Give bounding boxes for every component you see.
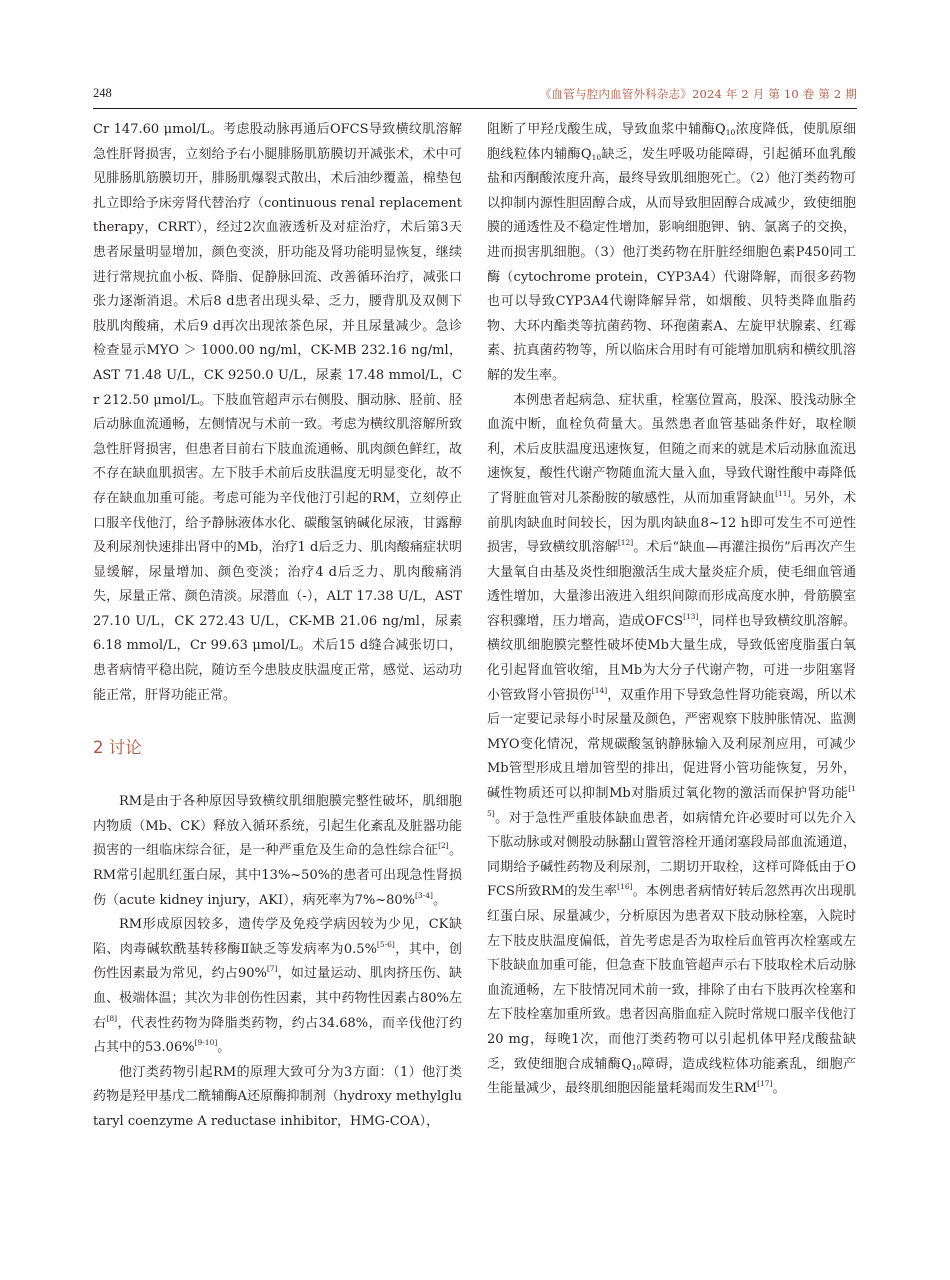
text-run: 。另外，术前肌肉缺血时间较长，因为肌肉缺血8~12 h即可发生不可逆性损害，导致横纹肌溶解 — [487, 490, 856, 556]
discussion-paragraph-1 — [93, 790, 462, 913]
text-run: 。RM常引起肌红蛋白尿，其中13%~50%的患者可出现急性肾损伤（acute kidney injury，AKI），病死率为7%~80% — [93, 843, 462, 908]
left-column — [93, 118, 462, 1135]
text-run: 。本例患者病情好转后忽然再次出现肌红蛋白尿、尿量减少，分析原因为患者双下肢动脉栓塞，入院时左下肢皮肤温度偏低，首先考虑是否为取栓后血管再次栓塞或左下肢缺血加重可能，但急查下肢血管超声示右下肢取栓术后动脉血流通畅，左下肢情况同术前一致，排除了由右下肢再次栓塞和左下肢栓塞加重所致。患者因高脂血症入院时常规口服辛伐他汀20 mg，每晚1次，而他汀类药物可以引起机体甲羟戊酸盐缺乏，致使细胞合成辅酶Q — [487, 884, 856, 1072]
text-run: ，如过量运动、肌肉挤压伤、缺血、极端体温；其次为非创伤性因素，其中药物性因素占80%左右 — [93, 966, 462, 1031]
citation: [12] — [617, 538, 634, 548]
page-number: 248 — [93, 86, 112, 100]
discussion-paragraph-3: 他汀类药物引起RM的原理大致可分为3方面：（1）他汀类药物是羟甲基戊二酰辅酶A还原酶抑制剂（hydroxy methylglutaryl coenzyme A reductase inhibitor，HMG-COA）， — [93, 1064, 462, 1129]
case-paragraph: Cr 147.60 μmol/L。考虑股动脉再通后OFCS导致横纹肌溶解急性肝肾损害，立刻给予右小腿腓肠肌筋膜切开减张术，术中可见腓肠肌筋膜切开，腓肠肌爆裂式散出，术后油纱覆盖，棉垫包扎立即给予床旁肾代替治疗（continuous renal replacement therapy，CRRT），经过2次血液透析及对症治疗，术后第3天患者尿量明显增加，颜色变淡，肝功能及肾功能明显恢复，继续进行常规抗血小板、降脂、促静脉回流、改善循环治疗，减张口张力逐渐消退。术后8 d患者出现头晕、乏力，腰背肌及双侧下肢肌肉酸痛，术后9 d再次出现浓茶色尿，并且尿量减少。急诊检查显示MYO ＞ 1000.00 ng/ml，CK-MB 232.16 ng/ml，AST 71.48 U/L，CK 9250.0 U/L，尿素 17.48 mmol/L，Cr 212.50 μmol/L。下肢血管超声示右侧股、腘动脉、胫前、胫后动脉血流通畅，左侧情况与术前一致。考虑为横纹肌溶解所致急性肝肾损害，但患者目前右下肢血流通畅、肌肉颜色鲜红，故不存在缺血肌损害。左下肢手术前后皮肤温度无明显变化，故不存在缺血加重可能。考虑可能为辛伐他汀引起的RM，立刻停止口服辛伐他汀，给予静脉液体水化、碳酸氢钠碱化尿液，甘露醇及利尿剂快速排出肾中的Mb，治疗1 d后乏力、肌肉酸痛症状明显缓解，尿量增加、颜色变淡；治疗4 d后乏力、肌肉酸痛消失，尿量正常、颜色清淡。尿潜血（-），ALT 17.38 U/L，AST 27.10 U/L，CK 272.43 U/L，CK-MB 21.06 ng/ml，尿素 6.18 mmol/L，Cr 99.63 μmol/L。术后15 d缝合减张切口，患者病情平稳出院，随访至今患肢皮肤温度正常，感觉、运动功能正常，肝肾功能正常。 — [93, 122, 462, 703]
text-run: RM形成原因较多，遗传学及免疫学病因较为少见，CK缺陷、肉毒碱软酰基转移酶Ⅱ缺乏等发病率为0.5% — [93, 917, 462, 957]
citation: [11] — [775, 488, 791, 498]
citation: [3-4] — [415, 890, 433, 900]
text-run: 障碍，造成线粒体功能紊乱，细胞产生能量减少，最终肌细胞因能量耗竭而发生RM — [487, 1056, 856, 1097]
section-title-discussion: 2 讨论 — [93, 738, 142, 758]
citation: [9-10] — [194, 1038, 218, 1048]
citation: [15] — [487, 784, 856, 818]
case-analysis-paragraph — [487, 389, 856, 1102]
citation: [5-6] — [376, 939, 395, 949]
text-run: RM是由于各种原因导致横纹肌细胞膜完整性破坏，肌细胞内物质（Mb、CK）释放入循环系统，引起生化紊乱及脏器功能损害的一组临床综合征，是一种严重危及生命的急性综合征 — [93, 794, 462, 859]
citation: [13] — [683, 611, 699, 621]
text-run: 。术后“缺血—再灌注损伤”后再次产生大量氧自由基及炎性细胞激活生成大量炎症介质，使毛细血管通透性增加，大量渗出液进入组织间隙而形成高度水肿，骨筋膜室容积骤增，压力增高，造成OFCS — [487, 540, 856, 629]
citation: [16] — [617, 882, 633, 892]
subscript: 10 — [725, 128, 736, 137]
text-run: ，其中，创伤性因素最为常见，约占90% — [93, 941, 462, 982]
text-run: 阻断了甲羟戊酸生成，导致血浆中辅酶Q — [487, 122, 726, 137]
subscript: 10 — [591, 152, 602, 162]
citation: [14] — [591, 685, 608, 695]
text-run: 浓度降低，使肌原细胞线粒体内辅酶Q — [487, 122, 856, 162]
text-run: 。 — [432, 892, 446, 908]
right-column — [487, 118, 856, 1102]
statin-mechanism-paragraph — [487, 118, 856, 389]
subscript: 10 — [631, 1062, 642, 1072]
text-run: ，双重作用下导致急性肾功能衰竭，所以术后一定要记录每小时尿量及颜色，严密观察下肢肿胀情况、监测MYO变化情况，常规碳酸氢钠静脉输入及利尿剂应用，可减少Mb管型形成且增加管型的排出，促进肾小管功能恢复，另外，碱性物质还可以抑制Mb对脂质过氧化物的激活而保护肾功能 — [487, 687, 856, 802]
text-run: 缺乏，发生呼吸功能障碍，引起循环血乳酸盐和丙酮酸浓度升高，最终导致肌细胞死亡。（2）他汀类药物可以抑制内源性胆固醇合成，从而导致胆固醇合成减少，致使细胞膜的通透性及不稳定性增加，影响细胞钾、钠、氯离子的交换，进而损害肌细胞。（3）他汀类药物在肝脏经细胞色素P450同工酶（cytochrome protein，CYP3A4）代谢降解，而很多药物也可以导致CYP3A4代谢降解异常，如烟酸、贝特类降血脂药物、大环内酯类等抗菌药物、环孢菌素A、左旋甲状腺素、红霉素、抗真菌药物等，所以临床合用时有可能增加肌病和横纹肌溶解的发生率。 — [487, 146, 856, 383]
discussion-paragraph-2 — [93, 913, 462, 1061]
citation: [17] — [757, 1079, 773, 1089]
text-run: 本例患者起病急、症状重，栓塞位置高，股深、股浅动脉全血流中断，血栓负荷量大。虽然患者血管基础条件好，取栓顺利，术后皮肤温度迅速恢复，但随之而来的就是术后动脉血流迅速恢复，酸性代谢产物随血流大量入血，导致代谢性酸中毒降低了肾脏血管对儿茶酚胺的敏感性，从而加重肾缺血 — [487, 392, 856, 506]
text-run: ，同样也导致横纹肌溶解。横纹肌细胞膜完整性破坏使Mb大量生成，导致低密度脂蛋白氧化引起肾血管收缩，且Mb为大分子代谢产物，可进一步阻塞肾小管致肾小管损伤 — [487, 613, 856, 703]
citation: [7] — [266, 964, 278, 974]
text-run: ，代表性药物为降脂类药物，约占34.68%，而辛伐他汀约占其中的53.06% — [93, 1015, 462, 1056]
text-run: 。 — [217, 1040, 231, 1056]
text-run: 。 — [772, 1081, 786, 1097]
header-rule — [93, 108, 857, 109]
citation: [2] — [438, 841, 449, 851]
citation: [8] — [106, 1013, 118, 1023]
text-run: 。对于急性严重肢体缺血患者，如病情允许必要时可以先介入下肱动脉或对侧股动脉翻山置管溶栓开通闭塞段局部血流通道，同期给予碱性药物及利尿剂，二期切开取栓，这样可降低由于OFCS所致RM的发生率 — [487, 810, 856, 900]
running-head: 《血管与腔内血管外科杂志》2024 年 2 月 第 10 卷 第 2 期 — [539, 87, 857, 101]
